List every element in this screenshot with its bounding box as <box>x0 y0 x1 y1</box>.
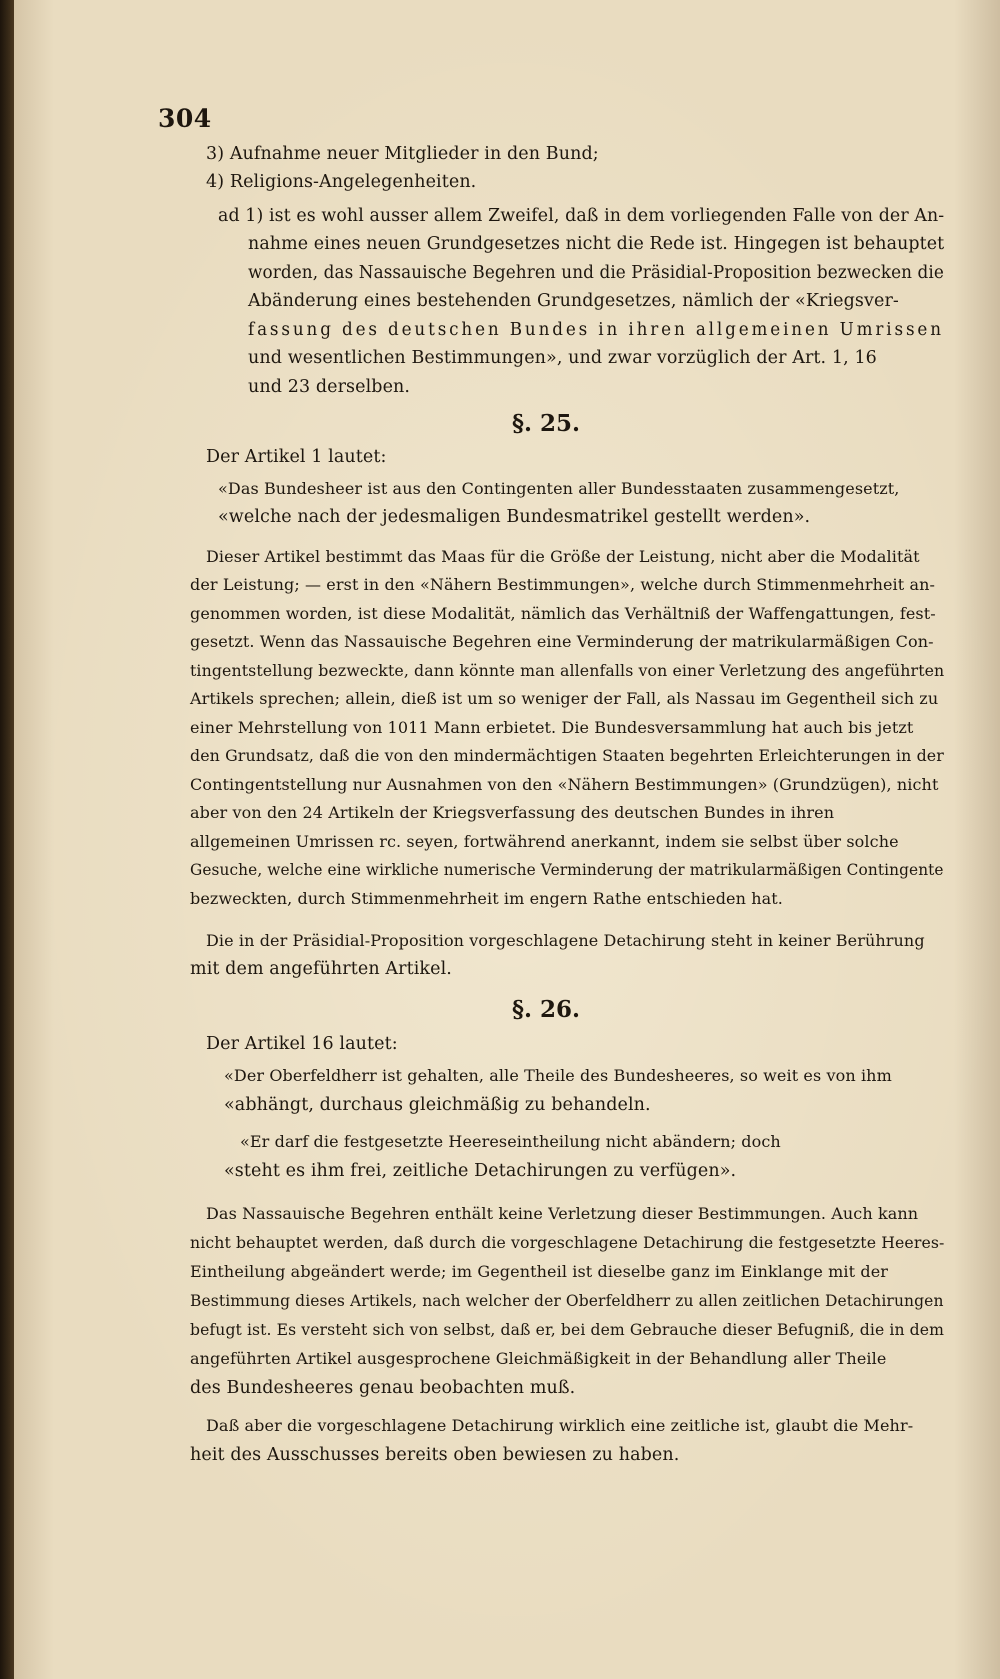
paragraph-line: heit des Ausschusses bereits oben bewiesen zu haben. <box>190 1445 680 1465</box>
quote-line: «Das Bundesheer ist aus den Contingenten aller Bundesstaaten zusammengesetzt, <box>218 479 900 498</box>
paragraph-line: der Leistung; — erst in den «Nähern Bestimmungen», welche durch Stimmenmehrheit an- <box>190 575 936 594</box>
paragraph-line: Eintheilung abgeändert werde; im Gegentheil ist dieselbe ganz im Einklange mit der <box>190 1262 889 1281</box>
paragraph-line: ad 1) ist es wohl ausser allem Zweifel, daß in dem vorliegenden Falle von der An- <box>218 206 945 226</box>
paragraph-line: aber von den 24 Artikeln der Kriegsverfassung des deutschen Bundes in ihren <box>190 803 835 822</box>
paragraph-line: gesetzt. Wenn das Nassauische Begehren eine Verminderung der matrikularmäßigen Con- <box>190 632 934 651</box>
paragraph-line: fassung des deutschen Bundes in ihren allgemeinen Umrissen <box>248 320 944 340</box>
list-item-4: 4) Religions-Angelegenheiten. <box>206 172 477 192</box>
quote-line: «Der Oberfeldherr ist gehalten, alle Theile des Bundesheeres, so weit es von ihm <box>224 1066 892 1085</box>
quote-line: «Er darf die festgesetzte Heereseintheilung nicht abändern; doch <box>240 1132 781 1151</box>
paragraph-line: bezweckten, durch Stimmenmehrheit im engern Rathe entschieden hat. <box>190 889 783 908</box>
paragraph-line: Dieser Artikel bestimmt das Maas für die Größe der Leistung, nicht aber die Modalität <box>206 547 920 566</box>
paragraph-line: Gesuche, welche eine wirkliche numerische Verminderung der matrikularmäßigen Contingente <box>190 860 944 879</box>
page-number: 304 <box>158 104 212 133</box>
paragraph-line: Die in der Präsidial-Proposition vorgeschlagene Detachirung steht in keiner Berührung <box>206 931 925 950</box>
quote-line: «steht es ihm frei, zeitliche Detachirungen zu verfügen». <box>224 1161 737 1181</box>
paragraph-line: und wesentlichen Bestimmungen», und zwar vorzüglich der Art. 1, 16 <box>248 348 877 368</box>
paragraph-line: Abänderung eines bestehenden Grundgesetzes, nämlich der «Kriegsver- <box>248 291 899 311</box>
paragraph-line: und 23 derselben. <box>248 377 411 397</box>
section-heading-26: §. 26. <box>512 996 581 1023</box>
paragraph-line: worden, das Nassauische Begehren und die Präsidial-Proposition bezwecken die <box>248 263 944 283</box>
paragraph-line: angeführten Artikel ausgesprochene Gleichmäßigkeit in der Behandlung aller Theile <box>190 1349 887 1368</box>
paragraph-line: Der Artikel 1 lautet: <box>206 447 387 467</box>
book-spine-shadow <box>0 0 14 1679</box>
paragraph-line: Artikels sprechen; allein, dieß ist um so weniger der Fall, als Nassau im Gegentheil sich zu <box>190 689 939 708</box>
paragraph-line: des Bundesheeres genau beobachten muß. <box>190 1378 576 1398</box>
paragraph-line: Bestimmung dieses Artikels, nach welcher der Oberfeldherr zu allen zeitlichen Detachirungen <box>190 1291 944 1310</box>
paragraph-line: einer Mehrstellung von 1011 Mann erbietet. Die Bundesversammlung hat auch bis jetzt <box>190 718 914 737</box>
paragraph-line: mit dem angeführten Artikel. <box>190 959 452 979</box>
quote-line: «abhängt, durchaus gleichmäßig zu behandeln. <box>224 1095 651 1115</box>
paragraph-line: Das Nassauische Begehren enthält keine Verletzung dieser Bestimmungen. Auch kann <box>206 1204 919 1223</box>
paragraph-line: nicht behauptet werden, daß durch die vorgeschlagene Detachirung die festgesetzte Heeres- <box>190 1233 945 1252</box>
paragraph-line: Daß aber die vorgeschlagene Detachirung wirklich eine zeitliche ist, glaubt die Mehr- <box>206 1416 914 1435</box>
scanned-page <box>14 0 1000 1679</box>
list-item-3: 3) Aufnahme neuer Mitglieder in den Bund; <box>206 144 599 164</box>
paragraph-line: befugt ist. Es versteht sich von selbst, daß er, bei dem Gebrauche dieser Befugniß, die in dem <box>190 1320 944 1339</box>
quote-line: «welche nach der jedesmaligen Bundesmatrikel gestellt werden». <box>218 507 811 527</box>
section-heading-25: §. 25. <box>512 410 581 437</box>
paragraph-line: tingentstellung bezweckte, dann könnte man allenfalls von einer Verletzung des angeführten <box>190 661 945 680</box>
paragraph-line: genommen worden, ist diese Modalität, nämlich das Verhältniß der Waffengattungen, fest- <box>190 604 936 623</box>
paragraph-line: nahme eines neuen Grundgesetzes nicht die Rede ist. Hingegen ist behauptet <box>248 234 945 254</box>
paragraph-line: den Grundsatz, daß die von den mindermächtigen Staaten begehrten Erleichterungen in der <box>190 746 944 765</box>
paragraph-line: Contingentstellung nur Ausnahmen von den «Nähern Bestimmungen» (Grundzügen), nicht <box>190 775 939 794</box>
paragraph-line: allgemeinen Umrissen rc. seyen, fortwährend anerkannt, indem sie selbst über solche <box>190 832 899 851</box>
paragraph-line: Der Artikel 16 lautet: <box>206 1034 398 1054</box>
